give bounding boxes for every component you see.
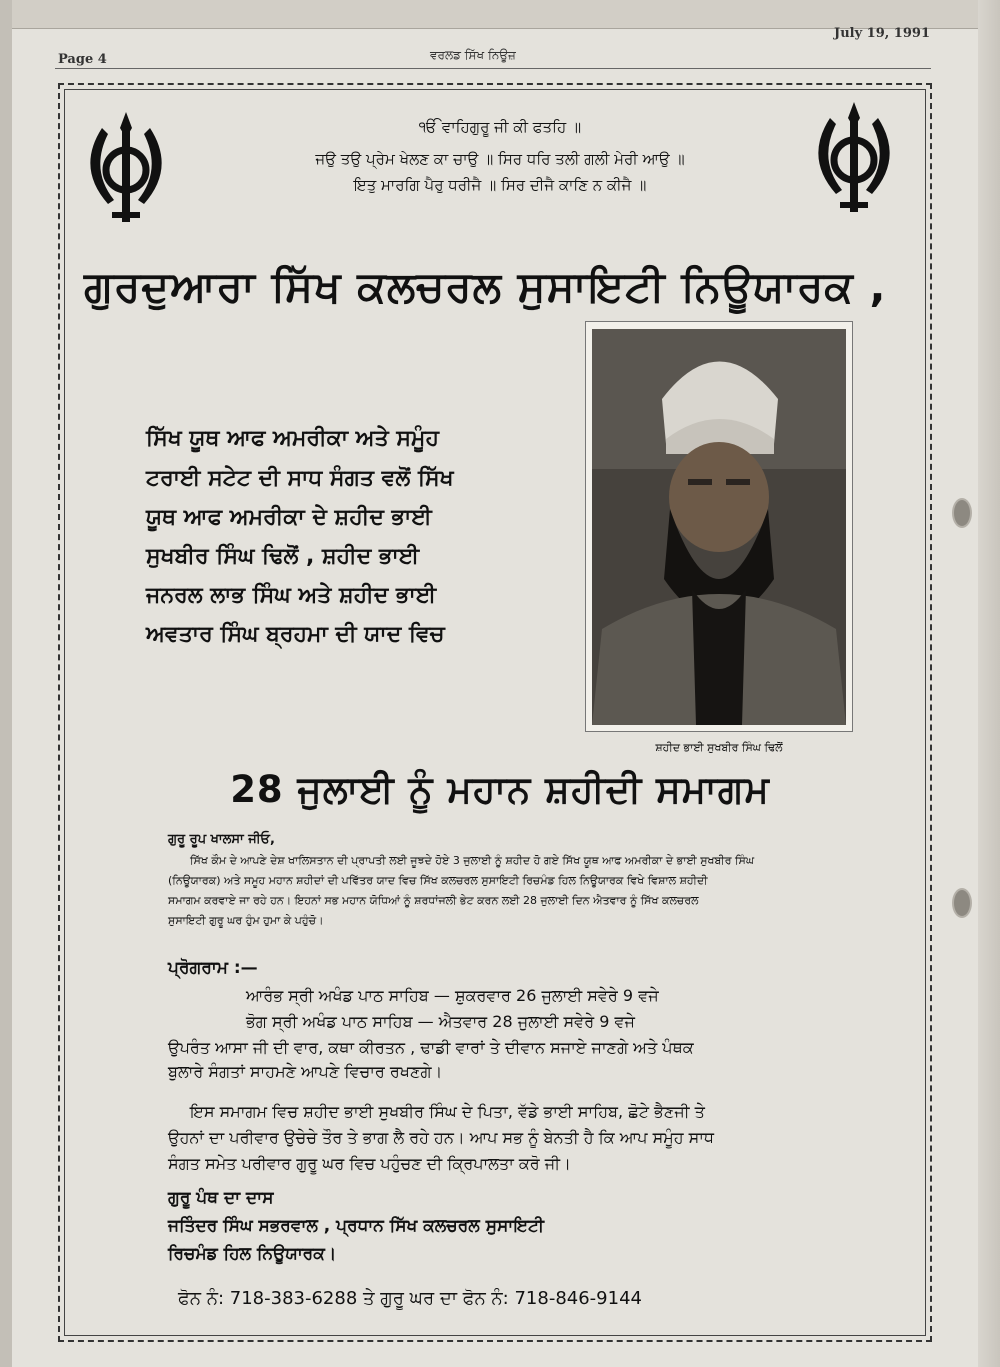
dedication-line: ਸੁਖਬੀਰ ਸਿੰਘ ਢਿਲੋਂ , ਸ਼ਹੀਦ ਭਾਈ	[146, 544, 420, 569]
binding-hole	[952, 498, 972, 528]
page-label: Page 4	[58, 52, 107, 67]
signature-line: ਰਿਚਮੰਡ ਹਿਲ ਨਿਊਯਾਰਕ।	[168, 1244, 337, 1264]
right-page-edge	[978, 0, 1000, 1367]
verse-line: ਜਉ ਤਉ ਪ੍ਰੇਮ ਖੇਲਣ ਕਾ ਚਾਉ ॥ ਸਿਰ ਧਰਿ ਤਲੀ ਗਲੀ ਮੇਰੀ ਆਉ ॥	[315, 150, 685, 168]
program-line: ਆਰੰਭ ਸ੍ਰੀ ਅਖੰਡ ਪਾਠ ਸਾਹਿਬ — ਸ਼ੁਕਰਵਾਰ 26 ਜੁਲਾਈ ਸਵੇਰੇ 9 ਵਜੇ	[246, 986, 659, 1005]
family-line: ਉਹਨਾਂ ਦਾ ਪਰੀਵਾਰ ਉਚੇਚੇ ਤੌਰ ਤੇ ਭਾਗ ਲੈ ਰਹੇ ਹਨ। ਆਪ ਸਭ ਨੂੰ ਬੇਨਤੀ ਹੈ ਕਿ ਆਪ ਸਮੂੰਹ ਸਾਧ	[168, 1128, 714, 1147]
program-line: ਭੋਗ ਸ੍ਰੀ ਅਖੰਡ ਪਾਠ ਸਾਹਿਬ — ਐਤਵਾਰ 28 ਜੁਲਾਈ ਸਵੇਰੇ 9 ਵਜੇ	[246, 1012, 635, 1031]
left-page-edge	[0, 0, 12, 1367]
dedication-line: ਸਿੱਖ ਯੂਥ ਆਫ ਅਮਰੀਕਾ ਅਤੇ ਸਮੂੰਹ	[146, 426, 439, 451]
photo-caption: ਸ਼ਹੀਦ ਭਾਈ ਸੁਖਬੀਰ ਸਿੰਘ ਢਿਲੋਂ	[655, 741, 783, 754]
family-line: ਇਸ ਸਮਾਗਮ ਵਿਚ ਸ਼ਹੀਦ ਭਾਈ ਸੁਖਬੀਰ ਸਿੰਘ ਦੇ ਪਿਤਾ, ਵੱਡੇ ਭਾਈ ਸਾਹਿਬ, ਛੋਟੇ ਭੈਣਜੀ ਤੇ	[190, 1102, 705, 1121]
portrait-photo	[592, 329, 846, 725]
verse-line: ਇਤੁ ਮਾਰਗਿ ਪੈਰੁ ਧਰੀਜੈ ॥ ਸਿਰ ਦੀਜੈ ਕਾਣਿ ਨ ਕੀਜੈ ॥	[353, 176, 647, 194]
program-heading: ਪ੍ਰੋਗਰਾਮ :—	[168, 958, 258, 978]
signature-line: ਗੁਰੂ ਪੰਥ ਦਾ ਦਾਸ	[168, 1188, 274, 1208]
dedication-line: ਅਵਤਾਰ ਸਿੰਘ ਬ੍ਰਹਮਾ ਦੀ ਯਾਦ ਵਿਚ	[146, 622, 445, 647]
dedication-line: ਟਰਾਈ ਸਟੇਟ ਦੀ ਸਾਧ ਸੰਗਤ ਵਲੋਂ ਸਿੱਖ	[146, 466, 454, 491]
dedication-line: ਜਨਰਲ ਲਾਭ ਸਿੰਘ ਅਤੇ ਸ਼ਹੀਦ ਭਾਈ	[146, 583, 437, 608]
intro-line: ਸੁਸਾਇਟੀ ਗੁਰੂ ਘਰ ਹੁੰਮ ਹੁਮਾ ਕੇ ਪਹੁੰਚੋ।	[168, 914, 324, 927]
facing-page-edge	[0, 0, 1000, 29]
intro-line: ਸਮਾਗਮ ਕਰਵਾਏ ਜਾ ਰਹੇ ਹਨ। ਇਹਨਾਂ ਸਭ ਮਹਾਨ ਯੋਧਿਆਂ ਨੂੰ ਸ਼ਰਧਾਂਜਲੀ ਭੇਟ ਕਰਨ ਲਈ 28 ਜੁਲਾਈ ਦਿਨ ਐਤਵਾਰ ਨੂੰ ਸਿੱਖ ਕਲਚਰਲ	[168, 894, 699, 907]
intro-line: ਸਿੱਖ ਕੌਮ ਦੇ ਆਪਣੇ ਦੇਸ਼ ਖਾਲਿਸਤਾਨ ਦੀ ਪ੍ਰਾਪਤੀ ਲਈ ਜੂਝਦੇ ਹੋਏ 3 ਜੁਲਾਈ ਨੂੰ ਸ਼ਹੀਦ ਹੋ ਗਏ ਸਿੱਖ ਯੂਥ ਆਫ ਅਮਰੀਕਾ ਦੇ ਭਾਈ ਸੁਖਬੀਰ ਸਿੰਘ	[190, 854, 755, 867]
gurdwara-headline: ਗੁਰਦੁਆਰਾ ਸਿੱਖ ਕਲਚਰਲ ਸੁਸਾਇਟੀ ਨਿਊਯਾਰਕ ,	[84, 262, 887, 311]
dedication-line: ਯੂਥ ਆਫ ਅਮਰੀਕਾ ਦੇ ਸ਼ਹੀਦ ਭਾਈ	[146, 505, 432, 530]
event-title: 28 ਜੁਲਾਈ ਨੂੰ ਮਹਾਨ ਸ਼ਹੀਦੀ ਸਮਾਗਮ	[230, 768, 770, 811]
phone-line: ਫੋਨ ਨੰ: 718-383-6288 ਤੇ ਗੁਰੂ ਘਰ ਦਾ ਫੋਨ ਨੰ: 718-846-9144	[178, 1288, 642, 1309]
header-rule	[55, 68, 931, 69]
program-line: ਉਪਰੰਤ ਆਸਾ ਜੀ ਦੀ ਵਾਰ, ਕਥਾ ਕੀਰਤਨ , ਢਾਡੀ ਵਾਰਾਂ ਤੇ ਦੀਵਾਨ ਸਜਾਏ ਜਾਣਗੇ ਅਤੇ ਪੰਥਕ	[168, 1038, 694, 1057]
binding-hole	[952, 888, 972, 918]
invocation: ੴ ਵਾਹਿਗੁਰੂ ਜੀ ਕੀ ਫਤਹਿ ॥	[418, 118, 582, 136]
program-line: ਬੁਲਾਰੇ ਸੰਗਤਾਂ ਸਾਹਮਣੇ ਆਪਣੇ ਵਿਚਾਰ ਰਖਣਗੇ।	[168, 1062, 443, 1081]
paper-title: ਵਰਲਡ ਸਿੱਖ ਨਿਊਜ਼	[430, 48, 516, 62]
intro-line: (ਨਿਊਯਾਰਕ) ਅਤੇ ਸਮੂਹ ਮਹਾਨ ਸ਼ਹੀਦਾਂ ਦੀ ਪਵਿੱਤਰ ਯਾਦ ਵਿਚ ਸਿੱਖ ਕਲਚਰਲ ਸੁਸਾਇਟੀ ਰਿਚਮੰਡ ਹਿਲ ਨਿਊਯਾਰਕ ਵਿਖੇ ਵਿਸ਼ਾਲ ਸ਼ਹੀਦੀ	[168, 874, 708, 887]
signature-line: ਜਤਿੰਦਰ ਸਿੰਘ ਸਭਰਵਾਲ , ਪ੍ਰਧਾਨ ਸਿੱਖ ਕਲਚਰਲ ਸੁਸਾਇਟੀ	[168, 1216, 545, 1236]
issue-date: July 19, 1991	[834, 26, 930, 41]
family-line: ਸੰਗਤ ਸਮੇਤ ਪਰੀਵਾਰ ਗੁਰੂ ਘਰ ਵਿਚ ਪਹੁੰਚਣ ਦੀ ਕ੍ਰਿਪਾਲਤਾ ਕਰੋ ਜੀ।	[168, 1154, 571, 1173]
salutation: ਗੁਰੂ ਰੂਪ ਖਾਲਸਾ ਜੀਓ,	[168, 832, 275, 847]
